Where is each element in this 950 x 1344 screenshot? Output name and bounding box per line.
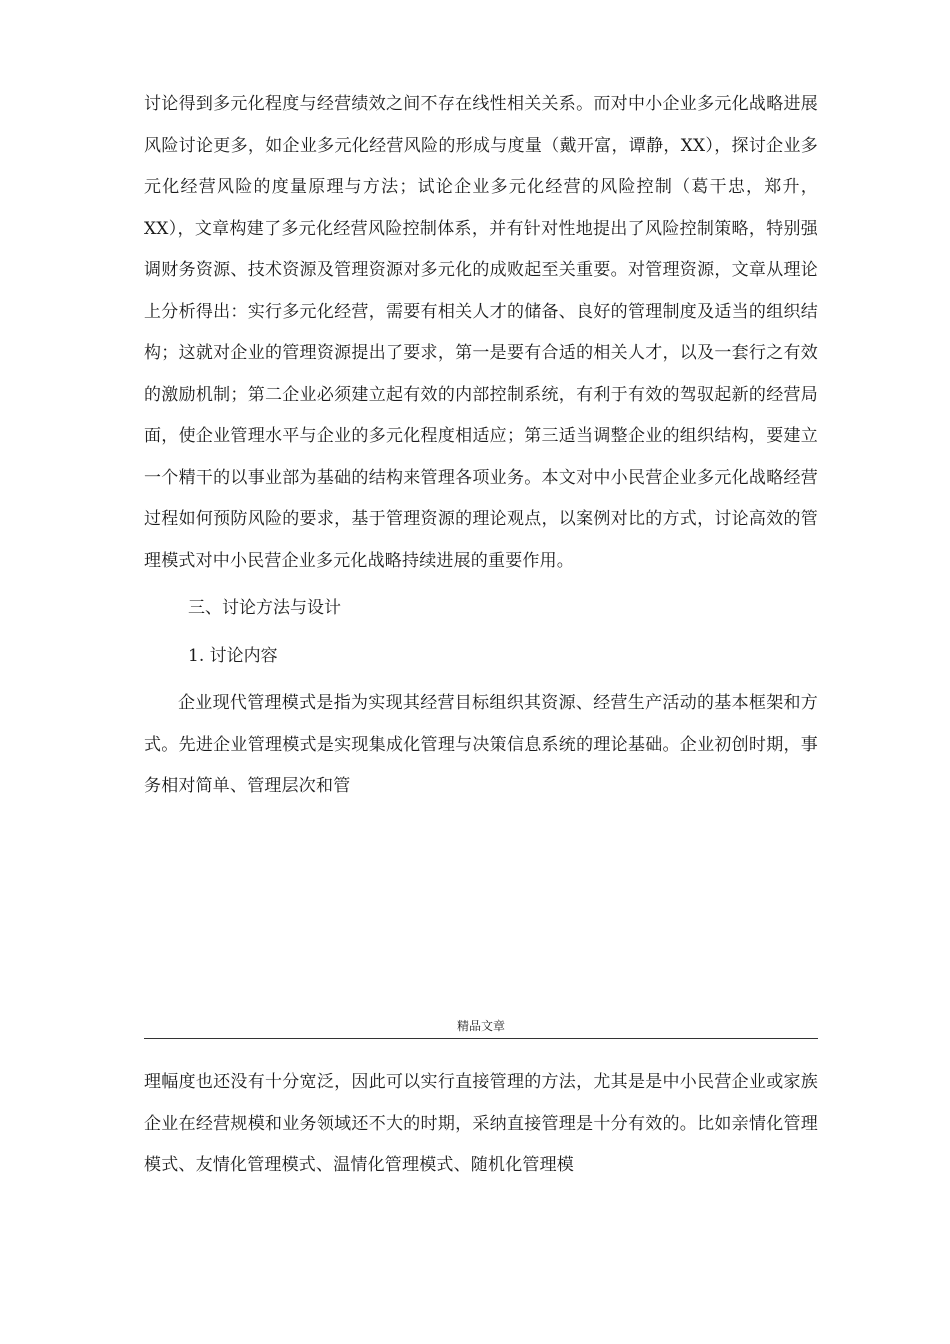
body-paragraph: 讨论得到多元化程度与经营绩效之间不存在线性相关关系。而对中小企业多元化战略进展风险讨论更多，如企业多元化经营风险的形成与度量（戴开富，谭静，XX），探讨企业多元化经营风险的度量原理与方法；试论企业多元化经营的风险控制（葛干忠，郑升，XX），文章构建了多元化经营风险控制体系，并有针对性地提出了风险控制策略，特别强调财务资源、技术资源及管理资源对多元化的成败起至关重要。对管理资源，文章从理论上分析得出：实行多元化经营，需要有相关人才的储备、良好的管理制度及适当的组织结构；这就对企业的管理资源提出了要求，第一是要有合适的相关人才，以及一套行之有效的激励机制；第二企业必须建立起有效的内部控制系统，有利于有效的驾驭起新的经营局面，使企业管理水平与企业的多元化程度相适应；第三适当调整企业的组织结构，要建立一个精干的以事业部为基础的结构来管理各项业务。本文对中小民营企业多元化战略经营过程如何预防风险的要求，基于管理资源的理论观点，以案例对比的方式，讨论高效的管理模式对中小民营企业多元化战略持续进展的重要作用。 xyxy=(144,94,818,571)
footer-label: 精品文章 xyxy=(456,1019,505,1033)
page-footer xyxy=(144,1018,818,1039)
content-paragraph: 企业现代管理模式是指为实现其经营目标组织其资源、经营生产活动的基本框架和方式。先进企业管理模式是实现集成化管理与决策信息系统的理论基础。企业初创时期，事务相对简单、管理层次和管 xyxy=(144,693,818,796)
section-heading: 三、讨论方法与设计 xyxy=(188,598,341,618)
subsection-heading: 1. 讨论内容 xyxy=(188,645,278,666)
next-page-body xyxy=(144,1062,818,1187)
page-body xyxy=(144,84,818,808)
next-page-paragraph: 理幅度也还没有十分宽泛，因此可以实行直接管理的方法，尤其是是中小民营企业或家族企业在经营规模和业务领域还不大的时期，采纳直接管理是十分有效的。比如亲情化管理模式、友情化管理模式、温情化管理模式、随机化管理模 xyxy=(144,1072,818,1175)
footer-divider xyxy=(144,1038,818,1039)
